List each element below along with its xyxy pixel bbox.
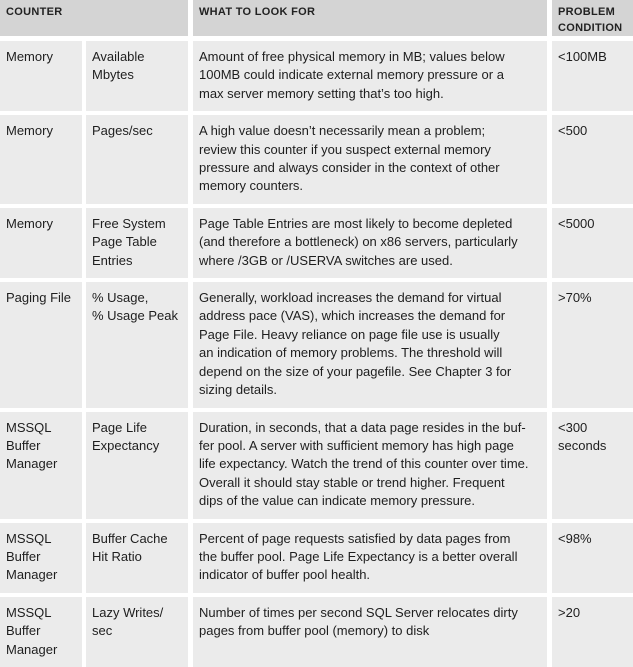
cell-line: Pages/sec <box>92 123 153 139</box>
description-cell <box>193 41 552 115</box>
description-cell <box>193 412 552 523</box>
object-cell: MSSQL Buffer Manager <box>0 412 86 523</box>
counter-cell <box>86 523 193 597</box>
object-cell: Memory <box>0 208 86 282</box>
cell-line: Lazy Writes/ <box>92 604 164 620</box>
cell-line: <100MB <box>558 49 607 64</box>
object-cell: Paging File <box>0 282 86 411</box>
cell-line: address pace (VAS), which increases the demand for <box>199 308 506 324</box>
cell-line: % Usage Peak <box>92 308 178 324</box>
cell-line: review this counter if you suspect external memory <box>199 141 491 157</box>
cell-line: Buffer Cache <box>92 530 168 546</box>
object-cell: Memory <box>0 41 86 115</box>
cell-line: where /3GB or /USERVA switches are used. <box>199 252 453 268</box>
description-cell <box>193 282 552 411</box>
cell-line: % Usage, <box>92 290 149 306</box>
table-row <box>0 115 633 208</box>
cell-line: life expectancy. Watch the trend of this counter over time. <box>199 456 529 472</box>
cell-line: Available <box>92 49 145 64</box>
cell-line: fer pool. A server with sufficient memory has high page <box>199 437 514 453</box>
cell-line: A high value doesn’t necessarily mean a problem; <box>199 123 486 139</box>
counter-cell <box>86 41 193 115</box>
condition-cell <box>552 115 633 208</box>
cell-line: Generally, workload increases the demand for virtual <box>199 290 502 306</box>
counter-cell <box>86 597 193 667</box>
counter-cell <box>86 282 193 411</box>
cell-line: Amount of free physical memory in MB; values below <box>199 49 505 64</box>
condition-cell <box>552 412 633 523</box>
cell-line: the buffer pool. Page Life Expectancy is a better overall <box>199 548 518 564</box>
object-cell: Memory <box>0 115 86 208</box>
cell-line: >70% <box>558 290 592 306</box>
cell-line: max server memory setting that’s too high. <box>199 85 444 101</box>
cell-line: 100MB could indicate external memory pressure or a <box>199 67 504 83</box>
counter-cell <box>86 412 193 523</box>
table-row <box>0 282 633 411</box>
cell-line: <5000 <box>558 215 595 231</box>
cell-line: Free System <box>92 215 166 231</box>
description-cell <box>193 208 552 282</box>
cell-line: an indication of memory problems. The threshold will <box>199 345 503 361</box>
header-problem-condition: PROBLEM CONDITION <box>552 0 633 41</box>
cell-line: indicator of buffer pool health. <box>199 567 371 583</box>
cell-line: <500 <box>558 123 588 139</box>
condition-cell <box>552 523 633 597</box>
cell-line: Page Table <box>92 234 157 250</box>
table-row <box>0 208 633 282</box>
cell-line: sizing details. <box>199 382 278 398</box>
cell-line: Mbytes <box>92 67 134 83</box>
cell-line: Page File. Heavy reliance on page file use is usually <box>199 326 500 342</box>
counter-cell <box>86 208 193 282</box>
cell-line: <300 <box>558 419 588 435</box>
table-header-row <box>0 0 633 41</box>
cell-line: dips of the value can indicate memory pressure. <box>199 493 476 509</box>
cell-line: >20 <box>558 604 581 620</box>
cell-line: memory counters. <box>199 178 304 194</box>
header-what-to-look-for: WHAT TO LOOK FOR <box>193 0 552 41</box>
table-row <box>0 412 633 523</box>
cell-line: (and therefore a bottleneck) on x86 servers, particularly <box>199 234 518 250</box>
cell-line: Overall it should stay stable or trend higher. Frequent <box>199 474 505 490</box>
cell-line: depend on the size of your pagefile. See Chapter 3 for <box>199 363 512 379</box>
cell-line: <98% <box>558 530 592 546</box>
cell-line: Number of times per second SQL Server relocates dirty <box>199 604 518 620</box>
cell-line: sec <box>92 623 113 639</box>
cell-line: Page Table Entries are most likely to become depleted <box>199 215 513 231</box>
description-cell <box>193 523 552 597</box>
cell-line: pages from buffer pool (memory) to disk <box>199 623 430 639</box>
condition-cell <box>552 41 633 115</box>
condition-cell <box>552 597 633 667</box>
header-counter: COUNTER <box>0 0 193 41</box>
cell-line: Entries <box>92 252 133 268</box>
description-cell <box>193 115 552 208</box>
object-cell: MSSQL Buffer Manager <box>0 597 86 667</box>
counter-cell <box>86 115 193 208</box>
condition-cell <box>552 208 633 282</box>
cell-line: Duration, in seconds, that a data page resides in the buf- <box>199 419 526 435</box>
table-row <box>0 597 633 667</box>
cell-line: Page Life <box>92 419 147 435</box>
table-body <box>0 41 633 667</box>
description-cell <box>193 597 552 667</box>
table-row <box>0 41 633 115</box>
cell-line: seconds <box>558 437 607 453</box>
table-row <box>0 523 633 597</box>
object-cell: MSSQL Buffer Manager <box>0 523 86 597</box>
condition-cell <box>552 282 633 411</box>
cell-line: Hit Ratio <box>92 548 142 564</box>
cell-line: Percent of page requests satisfied by data pages from <box>199 530 511 546</box>
cell-line: Expectancy <box>92 437 160 453</box>
cell-line: pressure and always consider in the context of other <box>199 160 500 176</box>
